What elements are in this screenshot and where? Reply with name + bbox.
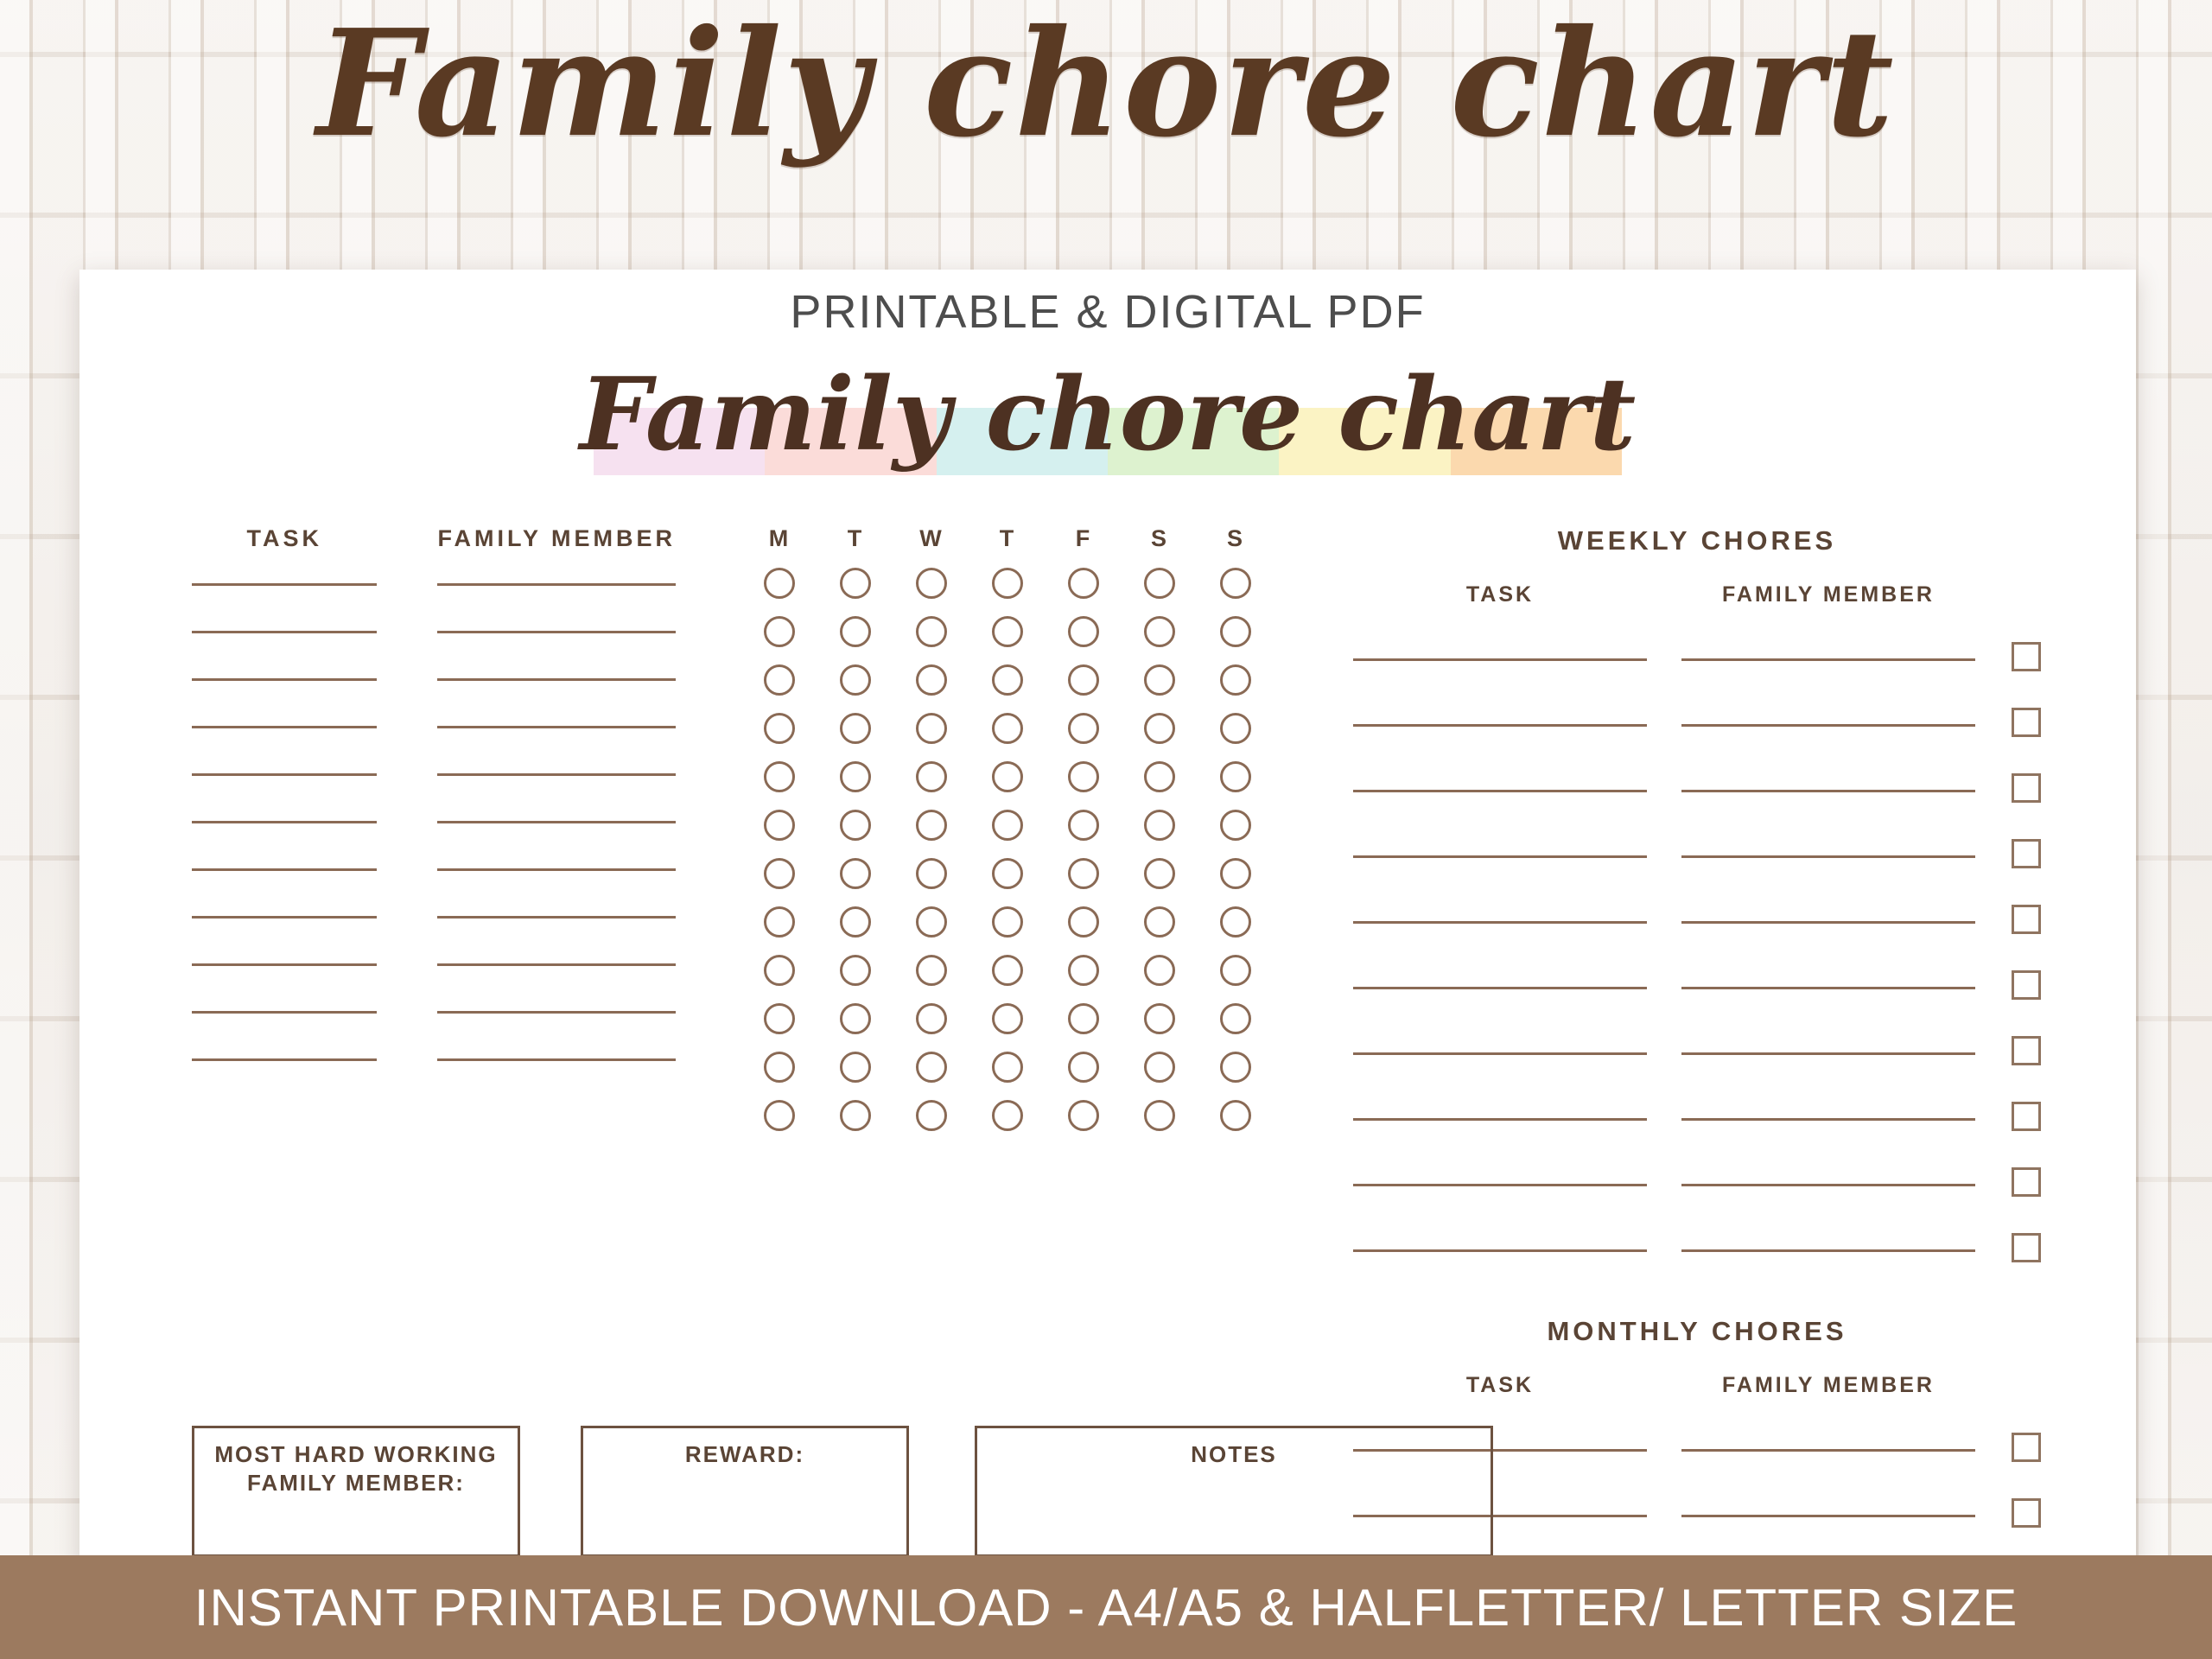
weekday-cell — [741, 664, 817, 696]
weekday-cell — [1198, 1003, 1274, 1034]
weekday-cell — [741, 955, 817, 986]
weekday-circle-row — [741, 713, 1274, 744]
weekday-cell — [1198, 616, 1274, 647]
checkbox-circle[interactable] — [992, 713, 1023, 744]
checkbox-circle[interactable] — [764, 1003, 795, 1034]
weekly-chore-checkbox[interactable] — [2012, 708, 2041, 737]
weekly-chore-checkbox[interactable] — [2012, 773, 2041, 803]
weekday-cell — [817, 810, 893, 841]
weekly-member-header: FAMILY MEMBER — [1722, 582, 1935, 607]
weekly-chore-row — [1353, 1026, 2041, 1055]
weekday-label-4: T — [999, 525, 1016, 551]
weekday-cell — [1046, 955, 1122, 986]
weekday-cell — [1198, 713, 1274, 744]
checkbox-circle[interactable] — [1144, 955, 1175, 986]
weekday-cell — [893, 616, 969, 647]
notes-label: NOTES — [1191, 1441, 1277, 1467]
checkbox-circle[interactable] — [764, 858, 795, 889]
weekly-chore-task-line[interactable] — [1353, 1118, 1647, 1121]
weekly-chore-row — [1353, 697, 2041, 727]
weekly-chore-member-line[interactable] — [1681, 1249, 1975, 1252]
checkbox-circle[interactable] — [916, 955, 947, 986]
reward-box — [581, 1426, 909, 1557]
weekday-cell — [1046, 1100, 1122, 1131]
checkbox-circle[interactable] — [916, 1003, 947, 1034]
weekday-cell — [817, 616, 893, 647]
weekly-chore-task-line[interactable] — [1353, 658, 1647, 661]
monthly-chore-checkbox[interactable] — [2012, 1433, 2041, 1462]
checkbox-circle[interactable] — [1144, 858, 1175, 889]
checkbox-circle[interactable] — [916, 713, 947, 744]
checkbox-circle[interactable] — [1068, 906, 1099, 938]
weekday-circle-row — [741, 664, 1274, 696]
checkbox-circle[interactable] — [1144, 664, 1175, 696]
weekly-chore-row — [1353, 1157, 2041, 1186]
weekday-cell — [741, 568, 817, 599]
weekday-cell — [1122, 955, 1198, 986]
weekday-cell — [741, 1052, 817, 1083]
checkbox-circle[interactable] — [840, 713, 871, 744]
monthly-chore-member-line[interactable] — [1681, 1515, 1975, 1517]
task-write-line[interactable] — [192, 868, 377, 871]
task-column — [192, 525, 377, 1554]
weekday-header-row — [741, 525, 1274, 552]
weekday-cell — [817, 1003, 893, 1034]
footer-text: INSTANT PRINTABLE DOWNLOAD - A4/A5 & HALFLETTER/ LETTER SIZE — [194, 1578, 2018, 1637]
checkbox-circle[interactable] — [1068, 713, 1099, 744]
monthly-chore-member-line[interactable] — [1681, 1449, 1975, 1452]
checkbox-circle[interactable] — [1220, 1052, 1251, 1083]
weekly-chore-task-line[interactable] — [1353, 987, 1647, 989]
checkbox-circle[interactable] — [1068, 955, 1099, 986]
weekday-cell — [969, 664, 1046, 696]
weekday-cell — [1046, 906, 1122, 938]
weekly-chore-task-line[interactable] — [1353, 1249, 1647, 1252]
weekly-chore-checkbox[interactable] — [2012, 1036, 2041, 1065]
checkbox-circle[interactable] — [916, 1052, 947, 1083]
printable-sheet — [79, 270, 2136, 1566]
checkbox-circle[interactable] — [840, 810, 871, 841]
checkbox-circle[interactable] — [764, 1052, 795, 1083]
hero-title: Family chore chart — [316, 0, 1896, 170]
weekly-chore-task-line[interactable] — [1353, 1184, 1647, 1186]
weekly-chore-member-line[interactable] — [1681, 724, 1975, 727]
weekday-cell — [969, 906, 1046, 938]
checkbox-circle[interactable] — [992, 858, 1023, 889]
weekday-label-2: T — [847, 525, 864, 551]
weekday-cell — [1122, 1052, 1198, 1083]
weekday-cell — [1046, 1052, 1122, 1083]
family-member-column-header: FAMILY MEMBER — [437, 525, 676, 551]
checkbox-circle[interactable] — [1144, 906, 1175, 938]
family-member-write-line[interactable] — [437, 773, 676, 776]
task-write-line[interactable] — [192, 631, 377, 633]
checkbox-circle[interactable] — [840, 1052, 871, 1083]
checkbox-circle[interactable] — [1068, 1003, 1099, 1034]
title-banner — [79, 358, 2136, 479]
family-member-write-line[interactable] — [437, 1011, 676, 1014]
checkbox-circle[interactable] — [1220, 713, 1251, 744]
weekday-cell — [969, 568, 1046, 599]
weekday-cell — [969, 713, 1046, 744]
checkbox-circle[interactable] — [916, 616, 947, 647]
weekday-cell — [893, 810, 969, 841]
checkbox-circle[interactable] — [1068, 810, 1099, 841]
weekday-grid — [741, 525, 1274, 1554]
checkbox-circle[interactable] — [1220, 616, 1251, 647]
weekday-cell — [893, 568, 969, 599]
weekday-cell — [741, 616, 817, 647]
weekly-chore-member-line[interactable] — [1681, 921, 1975, 924]
weekday-cell — [1198, 761, 1274, 792]
checkbox-circle[interactable] — [1144, 810, 1175, 841]
weekly-chore-member-line[interactable] — [1681, 658, 1975, 661]
weekday-cell — [817, 761, 893, 792]
weekday-cell — [1198, 664, 1274, 696]
weekly-chore-checkbox[interactable] — [2012, 1102, 2041, 1131]
weekday-cell — [1122, 713, 1198, 744]
checkbox-circle[interactable] — [764, 1100, 795, 1131]
task-write-line[interactable] — [192, 726, 377, 728]
checkbox-circle[interactable] — [1068, 616, 1099, 647]
weekday-cell — [1198, 810, 1274, 841]
weekly-chore-member-line[interactable] — [1681, 1052, 1975, 1055]
weekday-cell — [969, 858, 1046, 889]
checkbox-circle[interactable] — [992, 1100, 1023, 1131]
weekday-cell — [1198, 955, 1274, 986]
bottom-boxes — [192, 1426, 1493, 1557]
weekday-circle-row — [741, 810, 1274, 841]
checkbox-circle[interactable] — [1220, 906, 1251, 938]
checkbox-circle[interactable] — [840, 568, 871, 599]
checkbox-circle[interactable] — [840, 1100, 871, 1131]
weekly-chore-row — [1353, 763, 2041, 792]
weekday-cell — [1122, 1003, 1198, 1034]
checkbox-circle[interactable] — [840, 955, 871, 986]
checkbox-circle[interactable] — [916, 664, 947, 696]
checkbox-circle[interactable] — [1220, 810, 1251, 841]
family-member-write-line[interactable] — [437, 726, 676, 728]
checkbox-circle[interactable] — [1220, 664, 1251, 696]
weekday-cell — [1122, 616, 1198, 647]
checkbox-circle[interactable] — [916, 858, 947, 889]
weekday-cell — [1198, 858, 1274, 889]
task-write-line[interactable] — [192, 821, 377, 823]
right-column — [1353, 525, 2041, 1554]
weekday-cell — [1122, 664, 1198, 696]
weekday-label-6: S — [1150, 525, 1168, 551]
footer-banner — [0, 1555, 2212, 1659]
checkbox-circle[interactable] — [1144, 713, 1175, 744]
weekly-task-header: TASK — [1465, 582, 1535, 607]
weekday-cell — [1198, 568, 1274, 599]
weekly-chore-task-line[interactable] — [1353, 790, 1647, 792]
weekday-cell — [817, 713, 893, 744]
checkbox-circle[interactable] — [916, 1100, 947, 1131]
family-member-column — [437, 525, 676, 1554]
checkbox-circle[interactable] — [764, 906, 795, 938]
monthly-member-header: FAMILY MEMBER — [1722, 1373, 1935, 1397]
weekday-cell — [1046, 568, 1122, 599]
weekday-cell — [893, 761, 969, 792]
checkbox-circle[interactable] — [1220, 955, 1251, 986]
weekly-subheaders — [1353, 582, 2041, 607]
weekday-cell — [969, 955, 1046, 986]
checkbox-circle[interactable] — [1220, 761, 1251, 792]
checkbox-circle[interactable] — [1220, 1100, 1251, 1131]
weekday-cell — [893, 713, 969, 744]
weekday-cell — [893, 858, 969, 889]
weekly-chore-checkbox[interactable] — [2012, 1233, 2041, 1262]
weekly-chore-checkbox[interactable] — [2012, 839, 2041, 868]
checkbox-circle[interactable] — [764, 568, 795, 599]
checkbox-circle[interactable] — [916, 810, 947, 841]
weekday-cell — [969, 761, 1046, 792]
checkbox-circle[interactable] — [1068, 761, 1099, 792]
weekly-chore-task-line[interactable] — [1353, 855, 1647, 858]
checkbox-circle[interactable] — [840, 616, 871, 647]
weekday-label-5: F — [1075, 525, 1092, 551]
weekday-circle-row — [741, 955, 1274, 986]
most-hard-working-box — [192, 1426, 520, 1557]
weekday-cell — [1122, 810, 1198, 841]
monthly-subheaders — [1353, 1373, 2041, 1398]
weekday-cell — [741, 761, 817, 792]
monthly-chores-title: MONTHLY CHORES — [1547, 1316, 1847, 1346]
checkbox-circle[interactable] — [1220, 1003, 1251, 1034]
weekday-label-7: S — [1226, 525, 1244, 551]
weekday-cell — [893, 1100, 969, 1131]
weekday-cell — [817, 664, 893, 696]
checkbox-circle[interactable] — [840, 664, 871, 696]
weekly-chore-task-line[interactable] — [1353, 724, 1647, 727]
weekday-cell — [969, 1003, 1046, 1034]
weekday-cell — [741, 1100, 817, 1131]
weekday-cell — [817, 1052, 893, 1083]
weekday-cell — [817, 858, 893, 889]
family-member-write-line[interactable] — [437, 678, 676, 681]
checkbox-circle[interactable] — [764, 761, 795, 792]
weekday-cell — [1046, 664, 1122, 696]
weekday-circle-row — [741, 1100, 1274, 1131]
family-member-write-line[interactable] — [437, 868, 676, 871]
checkbox-circle[interactable] — [1068, 1100, 1099, 1131]
checkbox-circle[interactable] — [916, 761, 947, 792]
weekday-cell — [817, 906, 893, 938]
checkbox-circle[interactable] — [992, 1052, 1023, 1083]
weekday-cell — [1046, 616, 1122, 647]
weekday-cell — [1122, 906, 1198, 938]
checkbox-circle[interactable] — [1144, 1052, 1175, 1083]
weekly-chore-member-line[interactable] — [1681, 1184, 1975, 1186]
family-member-write-line[interactable] — [437, 916, 676, 918]
weekday-cell — [1046, 858, 1122, 889]
weekday-cell — [969, 1100, 1046, 1131]
checkbox-circle[interactable] — [1144, 761, 1175, 792]
checkbox-circle[interactable] — [992, 906, 1023, 938]
checkbox-circle[interactable] — [916, 568, 947, 599]
checkbox-circle[interactable] — [840, 761, 871, 792]
weekday-label-3: W — [919, 525, 944, 551]
weekday-cell — [1122, 1100, 1198, 1131]
checkbox-circle[interactable] — [1068, 664, 1099, 696]
weekday-cell — [893, 906, 969, 938]
weekday-cell — [1122, 568, 1198, 599]
weekday-cell — [741, 1003, 817, 1034]
weekday-cell — [1122, 761, 1198, 792]
weekly-chore-row — [1353, 632, 2041, 661]
weekday-cell — [969, 810, 1046, 841]
checkbox-circle[interactable] — [1144, 1003, 1175, 1034]
weekday-cell — [817, 1100, 893, 1131]
checkbox-circle[interactable] — [992, 955, 1023, 986]
checkbox-circle[interactable] — [764, 616, 795, 647]
checkbox-circle[interactable] — [840, 906, 871, 938]
weekday-cell — [1122, 858, 1198, 889]
sheet-script-title: Family chore chart — [579, 356, 1637, 474]
checkbox-circle[interactable] — [1144, 568, 1175, 599]
weekday-circle-row — [741, 906, 1274, 938]
task-write-line[interactable] — [192, 678, 377, 681]
weekday-circle-row — [741, 1052, 1274, 1083]
weekly-chore-checkbox[interactable] — [2012, 905, 2041, 934]
weekday-cell — [1198, 906, 1274, 938]
task-write-line[interactable] — [192, 963, 377, 966]
weekly-chore-checkbox[interactable] — [2012, 642, 2041, 671]
task-write-line[interactable] — [192, 583, 377, 586]
weekday-circle-row — [741, 858, 1274, 889]
weekday-cell — [741, 858, 817, 889]
checkbox-circle[interactable] — [1220, 568, 1251, 599]
weekday-cell — [1046, 1003, 1122, 1034]
monthly-task-header: TASK — [1465, 1373, 1535, 1397]
checkbox-circle[interactable] — [1068, 568, 1099, 599]
checkbox-circle[interactable] — [840, 1003, 871, 1034]
checkbox-circle[interactable] — [1068, 858, 1099, 889]
weekday-circle-row — [741, 568, 1274, 599]
weekday-cell — [1198, 1052, 1274, 1083]
checkbox-circle[interactable] — [992, 616, 1023, 647]
sheet-subtitle: PRINTABLE & DIGITAL PDF — [790, 286, 1426, 338]
weekday-cell — [893, 664, 969, 696]
weekday-cell — [969, 1052, 1046, 1083]
checkbox-circle[interactable] — [764, 810, 795, 841]
family-member-write-line[interactable] — [437, 1058, 676, 1061]
most-hard-working-label: MOST HARD WORKING FAMILY MEMBER: — [214, 1441, 498, 1496]
task-column-header: TASK — [246, 525, 322, 551]
checkbox-circle[interactable] — [840, 858, 871, 889]
weekday-label-1: M — [768, 525, 791, 551]
weekday-circle-row — [741, 616, 1274, 647]
weekday-cell — [1046, 810, 1122, 841]
weekly-chore-task-line[interactable] — [1353, 921, 1647, 924]
weekday-cell — [893, 1003, 969, 1034]
checkbox-circle[interactable] — [916, 906, 947, 938]
checkbox-circle[interactable] — [764, 955, 795, 986]
family-member-write-line[interactable] — [437, 821, 676, 823]
weekly-chore-row — [1353, 829, 2041, 858]
weekly-chore-row — [1353, 960, 2041, 989]
checkbox-circle[interactable] — [1144, 616, 1175, 647]
weekly-chore-row — [1353, 1223, 2041, 1252]
chart-body — [79, 525, 2136, 1554]
weekly-chore-checkbox[interactable] — [2012, 1167, 2041, 1197]
weekday-cell — [741, 810, 817, 841]
weekly-chore-row — [1353, 894, 2041, 924]
weekday-circle-row — [741, 1003, 1274, 1034]
checkbox-circle[interactable] — [764, 664, 795, 696]
weekday-cell — [893, 955, 969, 986]
task-write-line[interactable] — [192, 1011, 377, 1014]
weekly-chore-task-line[interactable] — [1353, 1052, 1647, 1055]
weekday-circle-row — [741, 761, 1274, 792]
weekday-cell — [741, 713, 817, 744]
weekday-cell — [741, 906, 817, 938]
weekday-cell — [817, 568, 893, 599]
checkbox-circle[interactable] — [992, 761, 1023, 792]
weekday-cell — [893, 1052, 969, 1083]
family-member-write-line[interactable] — [437, 583, 676, 586]
checkbox-circle[interactable] — [764, 713, 795, 744]
weekday-cell — [817, 955, 893, 986]
task-write-line[interactable] — [192, 773, 377, 776]
weekly-chores-title: WEEKLY CHORES — [1557, 525, 1837, 556]
weekly-chore-member-line[interactable] — [1681, 1118, 1975, 1121]
weekday-cell — [1046, 713, 1122, 744]
notes-box — [975, 1426, 1493, 1557]
task-write-line[interactable] — [192, 1058, 377, 1061]
checkbox-circle[interactable] — [992, 1003, 1023, 1034]
checkbox-circle[interactable] — [992, 568, 1023, 599]
family-member-write-line[interactable] — [437, 631, 676, 633]
weekly-chore-checkbox[interactable] — [2012, 970, 2041, 1000]
checkbox-circle[interactable] — [992, 810, 1023, 841]
weekly-chore-row — [1353, 1091, 2041, 1121]
monthly-chore-checkbox[interactable] — [2012, 1498, 2041, 1528]
checkbox-circle[interactable] — [1220, 858, 1251, 889]
weekly-chore-member-line[interactable] — [1681, 987, 1975, 989]
task-write-line[interactable] — [192, 916, 377, 918]
reward-label: REWARD: — [684, 1441, 805, 1467]
weekday-cell — [1046, 761, 1122, 792]
weekly-chore-member-line[interactable] — [1681, 855, 1975, 858]
checkbox-circle[interactable] — [1144, 1100, 1175, 1131]
weekday-cell — [1198, 1100, 1274, 1131]
weekday-cell — [969, 616, 1046, 647]
weekly-chore-member-line[interactable] — [1681, 790, 1975, 792]
checkbox-circle[interactable] — [1068, 1052, 1099, 1083]
family-member-write-line[interactable] — [437, 963, 676, 966]
checkbox-circle[interactable] — [992, 664, 1023, 696]
